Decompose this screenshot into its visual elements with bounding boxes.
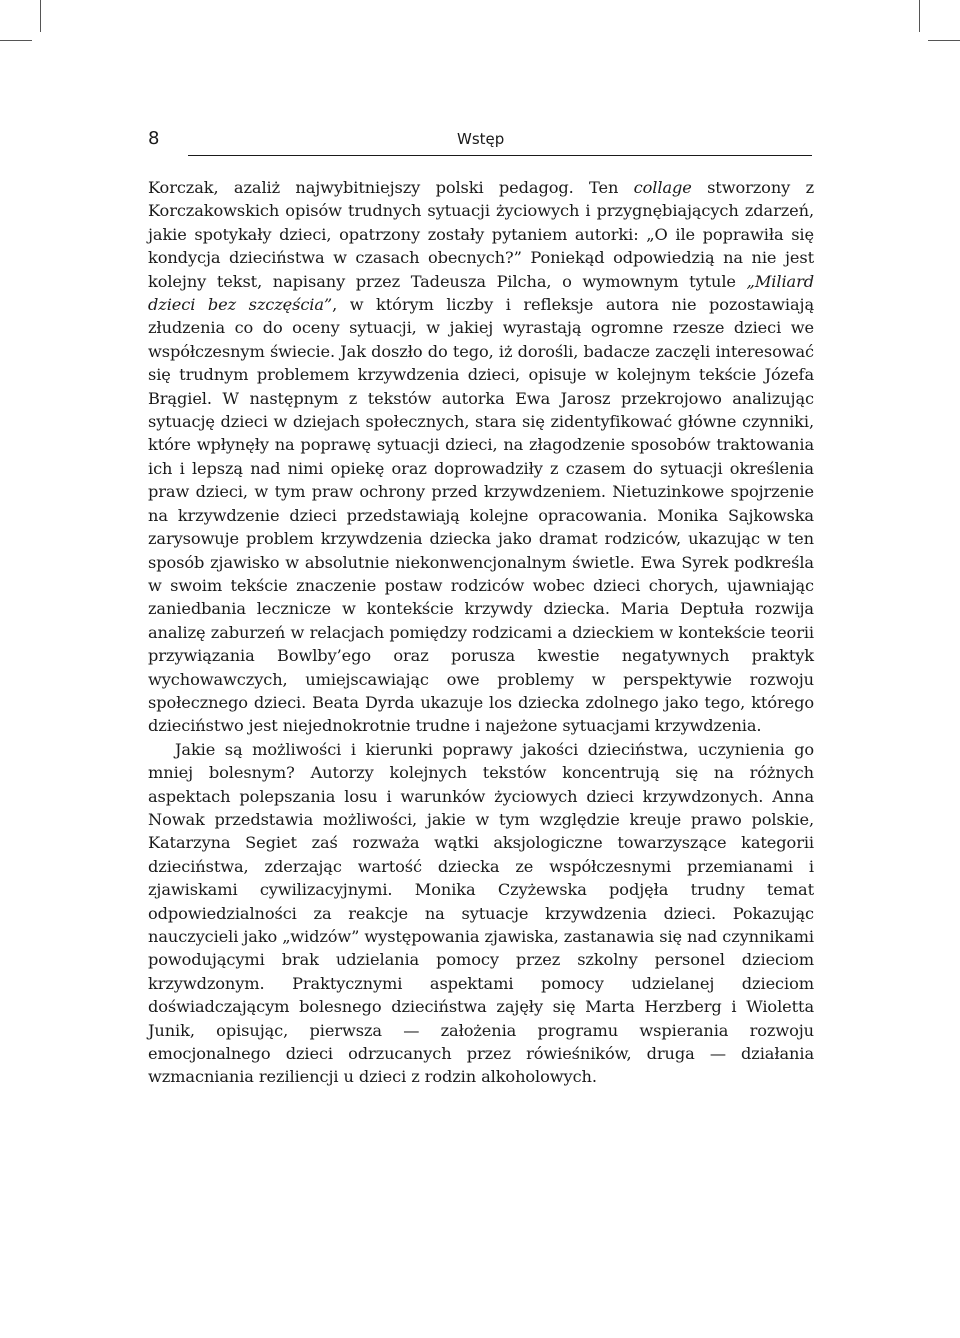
crop-mark-right-top [928,40,960,41]
running-head: Wstęp [457,130,505,148]
paragraph-1-text-c: , w którym liczby i refleksje autora nie pozostawiają złudzenia co do oceny sytuacji, w jakiej wyrastają ogromne rzesze dzieci we współczesnym świecie. Jak doszło do tego, iż dorośli, badacze zaczęli interesować się trudnym problemem krzywdzenia dzieci, opisuje w kolejnym tekście Józefa Brągiel. W następnym z tekstów autorka Ewa Jarosz przekrojowo analizując sytuację dzieci w dziejach społecznych, stara się zidentyfikować główne czynniki, które wpłynęły na poprawę sytuacji dzieci, na złagodzenie sposobów traktowania ich i lepszą nad nimi opiekę oraz doprowadziły z czasem do sytuacji określenia praw dzieci, w tym praw ochrony przed krzywdzeniem. Nietuzinkowe spojrzenie na krzywdzenie dzieci przedstawiają kolejne opracowania. Monika Sajkowska zarysowuje problem krzywdzenia dziecka jako dramat rodziców, ukazując w ten sposób zjawisko w absolutnie niekonwencjonalnym świetle. Ewa Syrek podkreśla w swoim tekście znaczenie postaw rodziców wobec dzieci chorych, ujawniając zaniedbania lecznicze w kontekście krzywdy dziecka. Maria Deptuła rozwija analizę zaburzeń w relacjach pomiędzy rodzicami a dzieckiem w kontekście teorii przywiązania Bowlby’ego oraz porusza kwestie negatywnych praktyk wychowawczych, umiejscawiając owe problemy w perspektywie rozwoju społecznego dzieci. Beata Dyrda ukazuje los dziecka zdolnego jako tego, którego dzieciństwo jest niejednokrotnie trudne i najeżone sytuacjami krzywdzenia. [148,295,815,736]
paragraph-1-italic-collage: collage [633,178,692,197]
paragraph-1-text-b: stworzony z Korczakowskich opisów trudnych sytuacji życiowych i przygnębiających zdarzeń, jakie spotykały dzieci, opatrzony zostały pytaniem autorki: „O ile poprawiła się kondycja dzieciństwa w czasach obecnych?” Poniekąd odpowiedzią na nie jest kolejny tekst, napisany przez Tadeusza Pilcha, o wymownym tytule [148,178,814,291]
paragraph-1 [148,176,814,738]
crop-mark-top-left [40,0,41,32]
crop-mark-top-right [919,0,920,32]
page-number: 8 [148,128,160,149]
header-rule [188,155,812,156]
crop-mark-left-top [0,40,32,41]
paragraph-1-text-a: Korczak, azaliż najwybitniejszy polski pedagog. Ten [148,178,634,197]
body-text [148,176,814,1089]
paragraph-2 [148,738,814,1089]
paragraph-1-italic-title: „Miliard dzieci bez szczęścia” [148,271,814,315]
paragraph-2-text: Jakie są możliwości i kierunki poprawy jakości dzieciństwa, uczynienia go mniej bolesnym? Autorzy kolejnych tekstów koncentrują się na różnych aspektach polepszania losu i warunków życiowych dzieci krzywdzonych. Anna Nowak przedstawia możliwości, jakie w tym względzie kreuje prawo polskie, Katarzyna Segiet zaś rozważa wątki aksjologiczne towarzyszące kategorii dzieciństwa, zderzając wartość dziecka ze współczesnymi przemianami i zjawiskami cywilizacyjnymi. Monika Czyżewska podjęła trudny temat odpowiedzialności za reakcje na sytuacje krzywdzenia dzieci. Pokazując nauczycieli jako „widzów” występowania zjawiska, zastanawia się nad czynnikami powodującymi brak udzielania pomocy przez szkolny personel dzieciom krzywdzonym. Praktycznymi aspektami pomocy udzielanej dzieciom doświadczającym bolesnego dzieciństwa zajęły się Marta Herzberg i Wioletta Junik, opisując, pierwsza — założenia programu wspierania rozwoju emocjonalnego dzieci odrzucanych przez rówieśników, druga — działania wzmacniania reziliencji u dzieci z rodzin alkoholowych. [148,739,814,1087]
